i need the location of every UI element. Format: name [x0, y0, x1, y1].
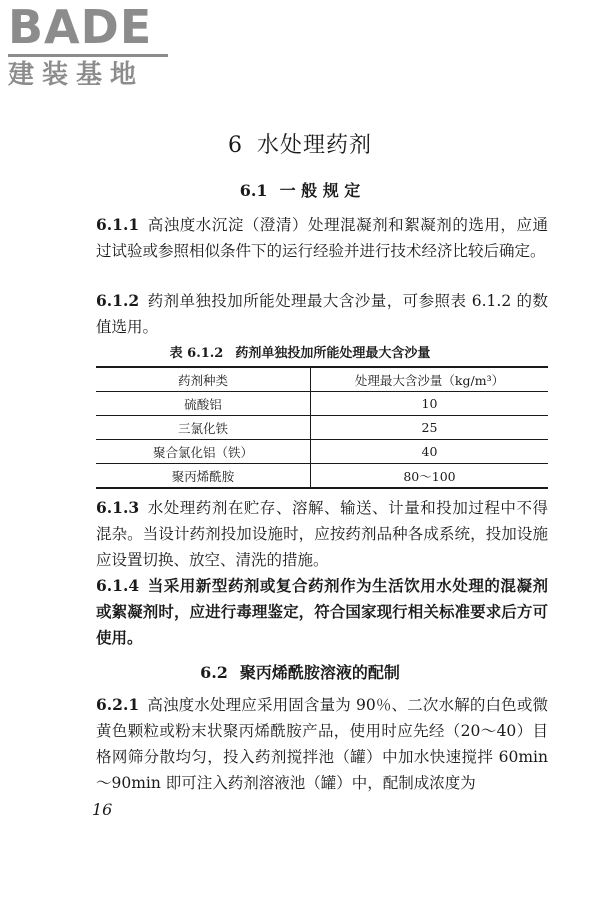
table-caption-text: 药剂单独投加所能处理最大含沙量: [235, 346, 431, 361]
clause-6-1-3: [96, 495, 548, 573]
clause-number: 6.1.4: [96, 576, 140, 595]
section-title-text: 一 般 规 定: [279, 181, 361, 200]
clause-text: 高浊度水沉淀（澄清）处理混凝剂和絮凝剂的选用，应通过试验或参照相似条件下的运行经验并进行技术经济比较后确定。: [96, 216, 548, 260]
table-cell: 10: [311, 392, 549, 416]
section-number: 6.2: [200, 663, 228, 682]
table-row: [96, 440, 548, 464]
table-row: [96, 464, 548, 489]
clause-number: 6.1.3: [96, 498, 140, 517]
table-cell: 硫酸铝: [96, 392, 311, 416]
section-heading-6-2: [0, 660, 600, 683]
table-header-cell: 处理最大含沙量（kg/m³）: [311, 367, 549, 392]
clause-text: 水处理药剂在贮存、溶解、输送、计量和投加过程中不得混杂。当设计药剂投加设施时，应按药剂品种各成系统，投加设施应设置切换、放空、清洗的措施。: [96, 499, 548, 569]
table-cell: 80～100: [311, 464, 549, 489]
clause-number: 6.1.1: [96, 215, 140, 234]
logo-word: BADE: [8, 0, 153, 54]
table-cell: 聚丙烯酰胺: [96, 464, 311, 489]
section-number: 6.1: [239, 181, 268, 200]
clause-number: 6.2.1: [96, 695, 140, 714]
chapter-number: 6: [227, 133, 243, 158]
logo-subtitle: 建装基地: [8, 60, 145, 90]
table-cell: 40: [311, 440, 549, 464]
table-number: 表 6.1.2: [169, 346, 224, 361]
page-number: 16: [92, 800, 113, 819]
table-header-cell: 药剂种类: [96, 367, 311, 392]
clause-6-1-2: [96, 288, 548, 340]
table-header-row: [96, 367, 548, 392]
chapter-title-text: 水处理药剂: [256, 133, 372, 158]
clause-text: 当采用新型药剂或复合药剂作为生活饮用水处理的混凝剂或絮凝剂时，应进行毒理鉴定，符合国家现行相关标准要求后方可使用。: [96, 576, 548, 647]
clause-6-1-4: [96, 573, 548, 651]
section-title-text: 聚丙烯酰胺溶液的配制: [239, 663, 400, 682]
clause-text: 高浊度水处理应采用固含量为 90％、二次水解的白色或微黄色颗粒或粉末状聚丙烯酰胺产品，使用时应先经（20～40）目格网筛分散均匀，投入药剂搅拌池（罐）中加水快速搅拌 60min～90min 即可注入药剂溶液池（罐）中，配制成浓度为: [96, 696, 548, 792]
table-cell: 三氯化铁: [96, 416, 311, 440]
clause-number: 6.1.2: [96, 291, 140, 310]
clause-text: 药剂单独投加所能处理最大含沙量，可参照表 6.1.2 的数值选用。: [96, 292, 548, 336]
clause-6-2-1: [96, 692, 548, 796]
table-cell: 聚合氯化铝（铁）: [96, 440, 311, 464]
section-heading-6-1: [0, 178, 600, 201]
table-cell: 25: [311, 416, 549, 440]
table-row: [96, 416, 548, 440]
table-caption: [0, 342, 600, 361]
data-table: [96, 366, 548, 489]
logo-divider: [8, 54, 168, 57]
clause-6-1-1: [96, 212, 548, 264]
logo: [8, 0, 178, 90]
table-row: [96, 392, 548, 416]
chapter-title: [0, 128, 600, 159]
